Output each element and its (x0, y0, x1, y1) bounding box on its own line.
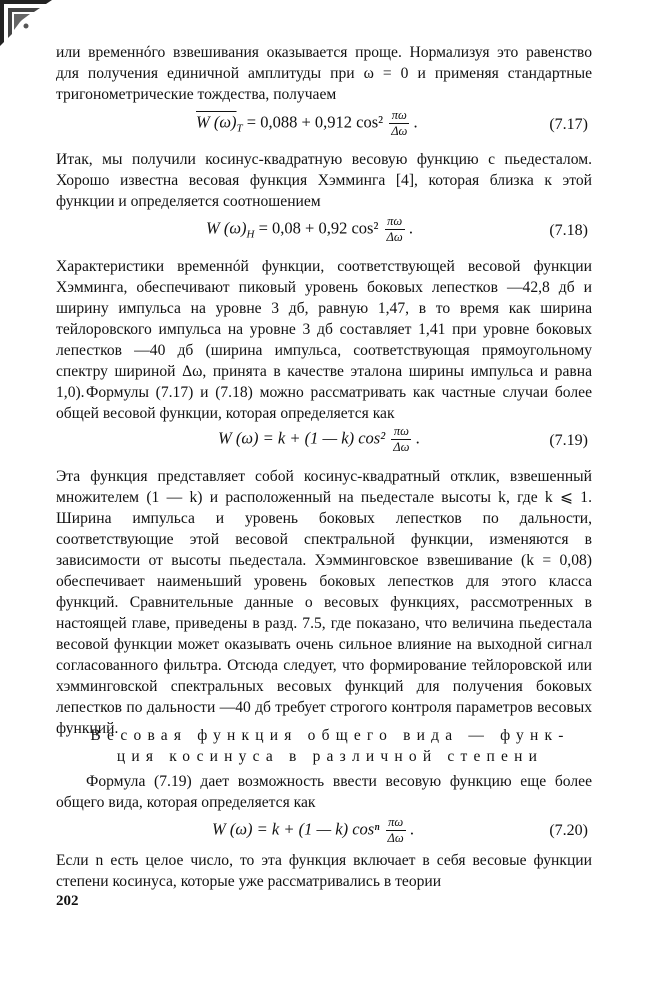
paragraph-7: Если n есть целое число, то эта функция включает в себя весовые функции степени косинуса, которые уже рассматривались в теории (56, 852, 592, 890)
eq718-frac-num: πω (385, 214, 405, 230)
eq718-lhs: W (ω) (206, 218, 247, 238)
eq719-fraction (391, 424, 411, 455)
eq719-lhs: W (ω) = k + (1 — k) cos² (218, 428, 390, 448)
eq717-frac-num: πω (389, 108, 409, 124)
corner-ornament-icon (0, 0, 52, 46)
equation-number-7-20: (7.20) (549, 822, 588, 839)
eq719-frac-num: πω (391, 424, 411, 440)
eq717-lhs: W (ω) (196, 112, 237, 132)
equation-number-7-18: (7.18) (549, 222, 588, 239)
eq719-frac-den: Δω (393, 440, 410, 454)
eq720-frac-den: Δω (387, 831, 404, 845)
eq717-sub: T (236, 122, 243, 135)
eq717-frac-den: Δω (391, 124, 408, 138)
eq720-frac-num: πω (386, 815, 406, 831)
paragraph-3: Характеристики временнóй функции, соответствующей весовой функции Хэмминга, обеспечивают пиковый уровень боковых лепестков —42,8 дб и ширину импульса на уровне 3 дб, равную 1,47, в то время как ширина тейлоровского импульса на уровне 3 дб составляет 1,41 при уровне боковых лепестков —40 дб (ширина импульса, соответствующая прямоугольному спектру шириной Δω, принята в качестве эталона ширины импульса и равна 1,0). (56, 258, 592, 401)
eq718-sub: H (246, 228, 255, 241)
paragraph-1: или временнóго взвешивания оказывается проще. Нормализуя это равенство для получения единичной амплитуды при ω = 0 и применяя стандартные тригонометрические тождества, получаем (56, 44, 592, 103)
eq717-tail: . (409, 112, 418, 132)
paragraph-5: Эта функция представляет собой косинус-квадратный отклик, взвешенный множителем (1 — k) и расположенный на пьедестале высоты k, где k ⩽ 1. Ширина импульса и уровень боковых лепестков по дальности, соответствующие этой весовой спектральной функции, изменяются в зависимости от высоты пьедестала. Хэмминговское взвешивание (k = 0,08) обеспечивает наименьший уровень боковых лепестков для этого класса функций. Сравнительные данные о весовых функциях, рассмотренных в настоящей главе, приведены в разд. 7.5, где показано, что величина пьедестала весовой функции может оказывать очень сильное влияние на выходной сигнал согласованного фильтра. Отсюда следует, что формирование тейлоровской или хэмминговской спектральных весовых функций для получения боковых лепестков по дальности —40 дб требует строгого контроля параметров весовых функций. (56, 468, 592, 737)
equation-number-7-17: (7.17) (549, 116, 588, 133)
paragraph-6: Формула (7.19) дает возможность ввести весовую функцию еще более общего вида, которая определяется как (56, 773, 592, 811)
eq718-fraction (385, 214, 405, 245)
equation-number-7-19: (7.19) (549, 432, 588, 449)
eq717-rhs: = 0,088 + 0,912 cos² (242, 112, 388, 132)
eq720-fraction (386, 815, 406, 846)
section-heading-line-2: ция косинуса в различной степени (116, 748, 544, 765)
eq718-rhs: = 0,08 + 0,92 cos² (254, 218, 383, 238)
paragraph-4: Формулы (7.17) и (7.18) можно рассматривать как частные случаи более общей весовой функции, которая определяется как (56, 384, 592, 422)
section-heading-line-1: Весовая функция общего вида — функ- (90, 727, 570, 744)
eq718-frac-den: Δω (386, 230, 403, 244)
paragraph-2: Итак, мы получили косинус-квадратную весовую функцию с пьедесталом. Хорошо известна весовая функция Хэмминга [4], которая близка к этой функции и определяется соотношением (56, 151, 592, 210)
page-number: 202 (56, 893, 79, 909)
eq719-tail: . (411, 428, 420, 448)
eq718-tail: . (404, 218, 413, 238)
eq720-tail: . (405, 819, 414, 839)
eq717-fraction (389, 108, 409, 139)
eq720-lhs: W (ω) = k + (1 — k) cosⁿ (212, 819, 384, 839)
